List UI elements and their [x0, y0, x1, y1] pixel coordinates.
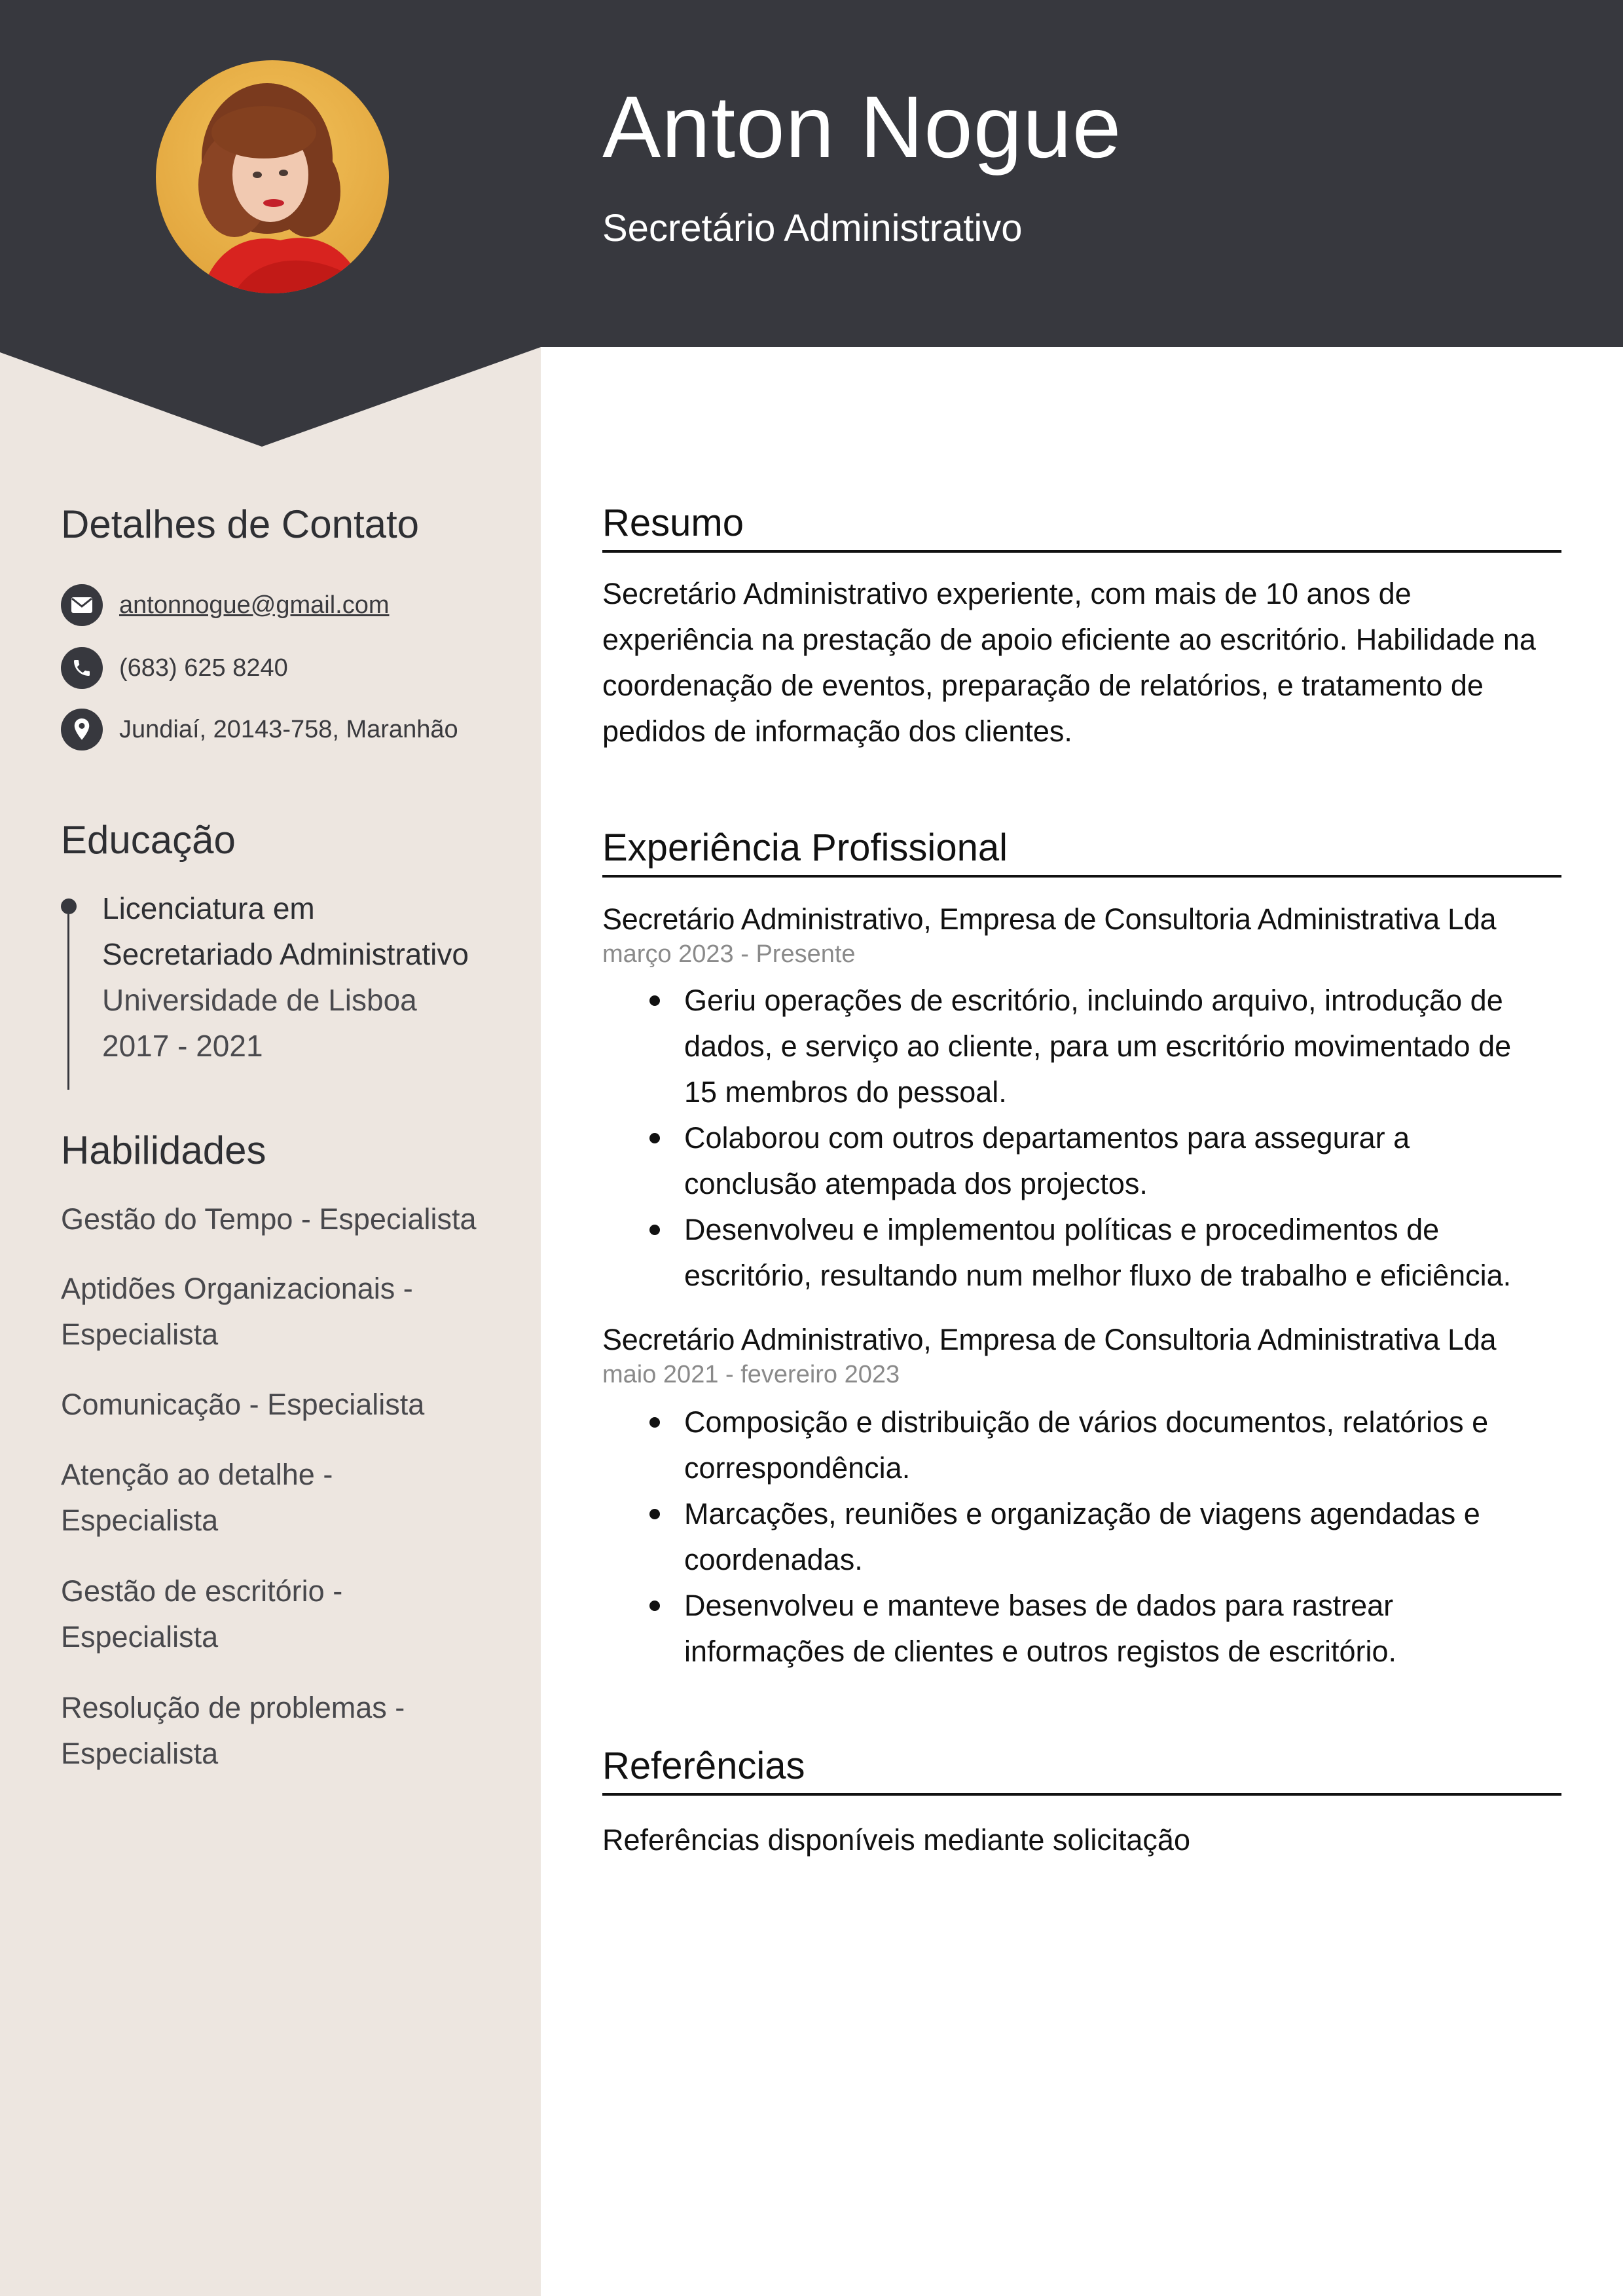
contact-email-row[interactable]	[61, 584, 390, 626]
degree-line-1: Licenciatura em	[102, 891, 315, 925]
job-bullet: Desenvolveu e implementou políticas e procedimentos de escritório, resultando num melhor fluxo de trabalho e eficiência.	[602, 1207, 1519, 1299]
timeline-dot	[61, 898, 77, 914]
job-bullet: Geriu operações de escritório, incluindo arquivo, introdução de dados, e serviço ao cliente, para um escritório movimentado de 15 membros do pessoal.	[602, 978, 1519, 1115]
job-title: Secretário Administrativo, Empresa de Consultoria Administrativa Lda	[602, 1323, 1497, 1356]
references-text: Referências disponíveis mediante solicitação	[602, 1823, 1190, 1857]
job-bullet: Composição e distribuição de vários documentos, relatórios e correspondência.	[602, 1399, 1519, 1491]
profile-photo	[156, 60, 389, 293]
summary-text: Secretário Administrativo experiente, com mais de 10 anos de experiência na prestação de apoio eficiente ao escritório. Habilidade na coordenação de eventos, preparação de relatórios, e tratamento de pedidos de informação dos clientes.	[602, 577, 1536, 748]
school-name: Universidade de Lisboa	[102, 983, 417, 1017]
location-pin-icon	[61, 709, 103, 750]
job-dates: março 2023 - Presente	[602, 940, 856, 968]
phone-number: (683) 625 8240	[119, 654, 288, 682]
skill-item: Gestão de escritório - Especialista	[61, 1574, 343, 1654]
education-heading: Educação	[61, 818, 236, 862]
skills-heading: Habilidades	[61, 1128, 266, 1172]
degree-line-2: Secretariado Administrativo	[102, 937, 469, 971]
job-dates: maio 2021 - fevereiro 2023	[602, 1361, 900, 1388]
contact-address-row	[61, 709, 458, 750]
skill-item: Resolução de problemas - Especialista	[61, 1691, 405, 1770]
candidate-title: Secretário Administrativo	[602, 207, 1023, 250]
education-years: 2017 - 2021	[102, 1029, 263, 1063]
job-title: Secretário Administrativo, Empresa de Consultoria Administrativa Lda	[602, 902, 1497, 936]
summary-heading: Resumo	[602, 504, 1561, 553]
address-text: Jundiaí, 20143-758, Maranhão	[119, 715, 458, 743]
contact-heading: Detalhes de Contato	[61, 502, 420, 546]
job-bullet: Marcações, reuniões e organização de viagens agendadas e coordenadas.	[602, 1491, 1519, 1583]
contact-phone-row	[61, 647, 288, 689]
skill-item: Atenção ao detalhe - Especialista	[61, 1458, 333, 1537]
envelope-icon	[61, 584, 103, 626]
skill-item: Comunicação - Especialista	[61, 1388, 425, 1421]
header-chevron	[0, 346, 541, 448]
references-heading: Referências	[602, 1747, 1561, 1796]
skill-item: Gestão do Tempo - Especialista	[61, 1202, 477, 1236]
skill-item: Aptidões Organizacionais - Especialista	[61, 1272, 413, 1351]
job-bullet: Desenvolveu e manteve bases de dados para rastrear informações de clientes e outros registos de escritório.	[602, 1583, 1519, 1675]
job-bullet: Colaborou com outros departamentos para assegurar a conclusão atempada dos projectos.	[602, 1115, 1519, 1207]
candidate-name: Anton Nogue	[602, 79, 1122, 176]
job-bullets	[602, 1399, 1519, 1675]
job-bullets	[602, 978, 1519, 1299]
phone-icon	[61, 647, 103, 689]
experience-heading: Experiência Profissional	[602, 829, 1561, 878]
email-link[interactable]: antonnogue@gmail.com	[119, 591, 390, 619]
timeline-line	[67, 914, 69, 1090]
